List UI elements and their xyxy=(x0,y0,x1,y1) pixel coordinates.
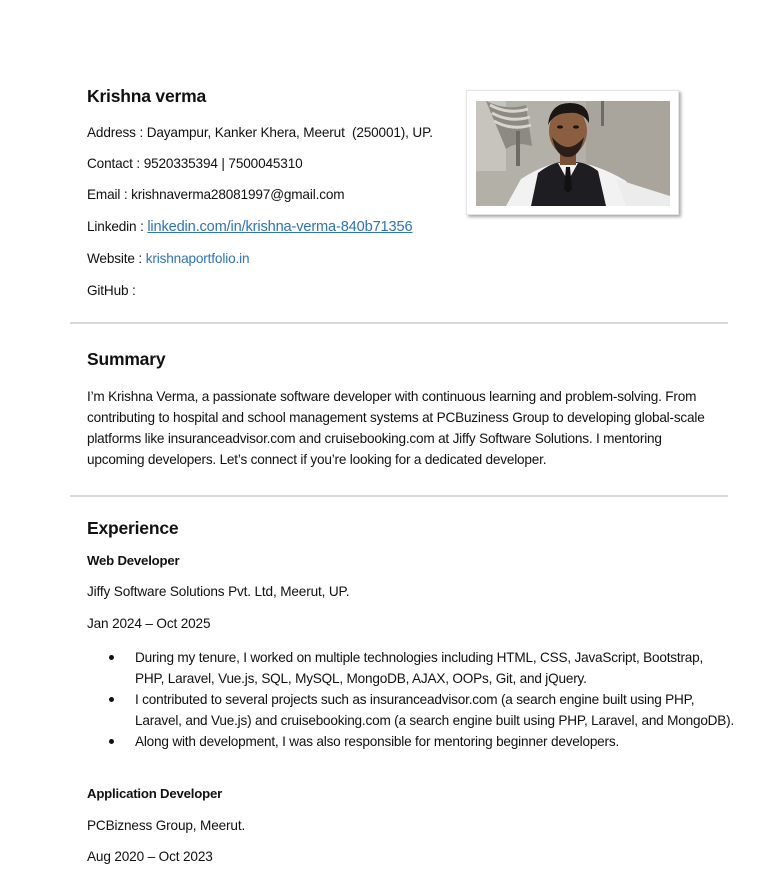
bullet-icon xyxy=(109,697,114,702)
profile-photo-frame xyxy=(466,90,679,215)
linkedin-line xyxy=(87,219,412,235)
github-line xyxy=(87,283,136,298)
linkedin-label: Linkedin : xyxy=(87,219,148,234)
email-value: krishnaverma28081997@gmail.com xyxy=(131,187,345,202)
summary-text: I’m Krishna Verma, a passionate software developer with continuous learning and problem-solving. From contributing to hospital and school management systems at PCBuziness Group to developing global-scale platforms like insuranceadvisor.com and cruisebooking.com at Jiffy Software Solutions. I mentoring upcoming developers. Let’s connect if you’re looking for a dedicated developer. xyxy=(87,389,705,467)
section-divider xyxy=(70,322,728,324)
linkedin-link[interactable]: linkedin.com/in/krishna-verma-840b71356 xyxy=(147,219,413,235)
address-label: Address : xyxy=(87,125,147,140)
job-responsibilities xyxy=(87,647,735,752)
github-label: GitHub : xyxy=(87,283,136,298)
website-link[interactable]: krishnaportfolio.in xyxy=(145,251,250,266)
bullet-icon xyxy=(109,655,114,660)
experience-heading: Experience xyxy=(87,518,179,538)
contact-label: Contact : xyxy=(87,156,144,171)
address-line xyxy=(87,125,433,140)
candidate-name: Krishna verma xyxy=(87,86,206,106)
job-dates: Aug 2020 – Oct 2023 xyxy=(87,849,213,864)
job-company: Jiffy Software Solutions Pvt. Ltd, Meerut, UP. xyxy=(87,584,350,599)
responsibility-item xyxy=(135,647,735,689)
bullet-icon xyxy=(109,739,114,744)
profile-photo xyxy=(476,101,670,206)
section-divider xyxy=(70,495,728,497)
profile-photo-illustration xyxy=(476,101,670,206)
website-line xyxy=(87,251,249,266)
address-value: Dayampur, Kanker Khera, Meerut (250001), UP. xyxy=(146,125,433,140)
responsibility-item xyxy=(135,689,735,731)
email-label: Email : xyxy=(87,187,132,202)
responsibility-text: During my tenure, I worked on multiple technologies including HTML, CSS, JavaScript, Bootstrap, PHP, Laravel, Vue.js, SQL, MySQL, MongoDB, AJAX, OOPs, Git, and jQuery. xyxy=(135,650,704,686)
responsibility-item xyxy=(135,731,735,752)
job-role: Web Developer xyxy=(87,553,180,568)
job-company: PCBizness Group, Meerut. xyxy=(87,818,246,833)
contact-line xyxy=(87,156,303,171)
summary-heading: Summary xyxy=(87,349,166,369)
contact-value: 9520335394 | 7500045310 xyxy=(143,156,303,171)
email-line xyxy=(87,187,344,202)
job-dates: Jan 2024 – Oct 2025 xyxy=(87,616,211,631)
job-role: Application Developer xyxy=(87,786,223,801)
responsibility-text: I contributed to several projects such as insuranceadvisor.com (a search engine built using PHP, Laravel, and Vue.js) and cruisebooking.com (a search engine built using PHP, Laravel, and MongoDB). xyxy=(135,692,735,728)
responsibility-text: Along with development, I was also responsible for mentoring beginner developers. xyxy=(135,734,620,749)
website-label: Website : xyxy=(87,251,146,266)
